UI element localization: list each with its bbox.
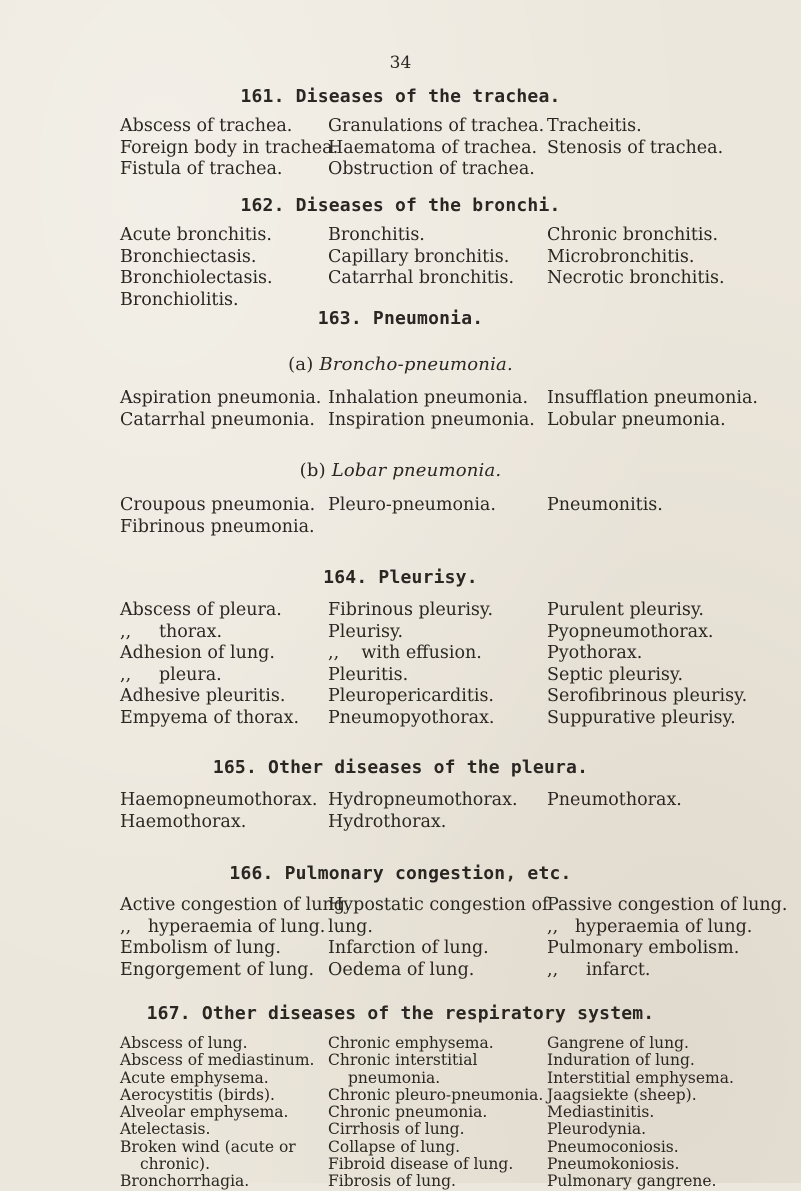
section-heading-165: 165. Other diseases of the pleura.	[212, 757, 589, 778]
list-item: Pneumonitis.	[547, 495, 663, 515]
list-item: Engorgement of lung.	[120, 959, 315, 980]
list-item: Jaagsiekte (sheep).	[547, 1085, 697, 1104]
list-item: ,, pleura.	[120, 664, 222, 685]
list-item: Fibrinous pneumonia.	[120, 516, 315, 537]
list-item: Pleuritis.	[328, 664, 409, 685]
list-item: Necrotic bronchitis.	[547, 268, 725, 288]
list-item: Suppurative pleurisy.	[547, 707, 736, 728]
list-item: Hydropneumothorax.	[328, 790, 518, 810]
list-item: Septic pleurisy.	[547, 664, 684, 685]
list-item: pneumonia.	[348, 1068, 441, 1087]
subsection-title: Broncho-pneumonia.	[319, 354, 513, 375]
list-item: Fibroid disease of lung.	[328, 1155, 514, 1174]
section-heading-164: 164. Pleurisy.	[323, 567, 478, 588]
list-item: Pyopneumothorax.	[547, 621, 714, 642]
list-item: Abscess of lung.	[120, 1034, 248, 1052]
list-item: Serofibrinous pleurisy.	[547, 686, 748, 706]
column-left-163b	[120, 495, 315, 538]
list-item: Inspiration pneumonia.	[328, 409, 535, 430]
column-middle-163b	[328, 495, 496, 517]
section-heading-167: 167. Other diseases of the respiratory system.	[146, 1003, 655, 1024]
list-item: Abscess of mediastinum.	[120, 1051, 315, 1070]
column-right-165	[547, 790, 682, 812]
list-item: Microbronchitis.	[547, 246, 695, 267]
list-item: Adhesion of lung.	[120, 643, 275, 663]
list-item: Croupous pneumonia.	[120, 495, 316, 515]
list-item: Purulent pleurisy.	[547, 600, 704, 620]
list-item: Cirrhosis of lung.	[328, 1120, 465, 1139]
list-item: Haemopneumothorax.	[120, 790, 318, 810]
list-item: Empyema of thorax.	[120, 707, 300, 728]
list-item: Chronic bronchitis.	[547, 225, 719, 245]
list-item: ,, hyperaemia of lung.	[547, 916, 753, 937]
list-item: Atelectasis.	[120, 1120, 211, 1139]
list-item: Hypostatic congestion of	[328, 895, 549, 915]
list-item: Pleurisy.	[328, 621, 404, 642]
subsection-heading-broncho-pneumonia	[0, 354, 801, 375]
list-item: Pulmonary embolism.	[547, 938, 740, 958]
column-middle-162	[328, 225, 514, 290]
column-left-162	[120, 225, 273, 311]
list-item: Acute bronchitis.	[120, 225, 272, 245]
section-heading-162: 162. Diseases of the bronchi.	[240, 195, 561, 216]
list-item: Pyothorax.	[547, 643, 643, 663]
list-item: Catarrhal pneumonia.	[120, 409, 315, 430]
column-right-166	[547, 895, 787, 981]
subsection-label: (b)	[299, 460, 326, 481]
subsection-label: (a)	[288, 354, 314, 375]
list-item: Pleurodynia.	[547, 1120, 647, 1139]
list-item: Bronchorrhagia.	[120, 1172, 250, 1191]
list-item: Chronic pneumonia.	[328, 1103, 488, 1122]
column-right-163a	[547, 388, 758, 431]
column-right-161	[547, 116, 723, 159]
list-item: Aspiration pneumonia.	[120, 388, 322, 408]
column-left-165	[120, 790, 317, 833]
column-middle-163a	[328, 388, 535, 431]
list-item: Collapse of lung.	[328, 1137, 461, 1156]
list-item: Chronic emphysema.	[328, 1034, 494, 1052]
list-item: Bronchitis.	[328, 225, 425, 245]
list-item: Stenosis of trachea.	[547, 137, 724, 158]
section-heading-161: 161. Diseases of the trachea.	[240, 86, 561, 107]
list-item: Infarction of lung.	[328, 938, 489, 958]
list-item: Fibrosis of lung.	[328, 1172, 456, 1191]
list-item: Granulations of trachea.	[328, 116, 545, 136]
list-item: Inhalation pneumonia.	[328, 388, 529, 408]
list-item: Obstruction of trachea.	[328, 159, 535, 179]
list-item: Pneumopyothorax.	[328, 707, 495, 728]
column-left-167	[120, 1035, 314, 1191]
list-item: Catarrhal bronchitis.	[328, 268, 515, 288]
list-item: Pneumokoniosis.	[547, 1155, 680, 1174]
list-item: Insufflation pneumonia.	[547, 388, 758, 408]
list-item: Mediastinitis.	[547, 1103, 655, 1122]
column-left-163a	[120, 388, 321, 431]
section-heading-163: 163. Pneumonia.	[317, 308, 484, 329]
list-item: Oedema of lung.	[328, 959, 475, 980]
subsection-heading-lobar-pneumonia	[0, 460, 801, 481]
list-item: ,, hyperaemia of lung.	[120, 916, 326, 937]
column-left-164	[120, 600, 299, 729]
list-item: Pulmonary gangrene.	[547, 1172, 717, 1191]
list-item: Foreign body in trachea.	[120, 137, 339, 158]
list-item: chronic).	[140, 1155, 210, 1174]
column-right-163b	[547, 495, 663, 517]
column-right-167	[547, 1035, 734, 1191]
column-middle-161	[328, 116, 544, 181]
column-left-161	[120, 116, 338, 181]
list-item: Abscess of trachea.	[120, 116, 293, 136]
column-middle-166	[328, 895, 549, 981]
list-item: Embolism of lung.	[120, 938, 281, 958]
list-item: Bronchiolitis.	[120, 289, 239, 310]
list-item: Haemothorax.	[120, 811, 247, 832]
list-item: Pleuropericarditis.	[328, 686, 494, 706]
list-item: Pneumoconiosis.	[547, 1137, 679, 1156]
list-item: Alveolar emphysema.	[120, 1103, 289, 1122]
list-item: ,, with effusion.	[328, 643, 482, 663]
column-left-166	[120, 895, 351, 981]
list-item: Active congestion of lung.	[120, 895, 351, 915]
column-middle-165	[328, 790, 518, 833]
list-item: ,, thorax.	[120, 621, 223, 642]
section-heading-166: 166. Pulmonary congestion, etc.	[229, 863, 572, 884]
list-item: Bronchiolectasis.	[120, 268, 273, 288]
list-item: Bronchiectasis.	[120, 246, 257, 267]
list-item: Pleuro-pneumonia.	[328, 495, 496, 515]
list-item: Chronic interstitial	[328, 1051, 478, 1070]
list-item: Passive congestion of lung.	[547, 895, 788, 915]
list-item: Lobular pneumonia.	[547, 409, 726, 430]
list-item: Chronic pleuro-pneumonia.	[328, 1085, 544, 1104]
list-item: Acute emphysema.	[120, 1068, 269, 1087]
list-item: Haematoma of trachea.	[328, 137, 538, 158]
list-item: Interstitial emphysema.	[547, 1068, 734, 1087]
column-middle-167	[328, 1035, 543, 1191]
list-item: Adhesive pleuritis.	[120, 686, 286, 706]
column-right-162	[547, 225, 725, 290]
list-item: Fibrinous pleurisy.	[328, 600, 494, 620]
list-item: Hydrothorax.	[328, 811, 447, 832]
list-item: Broken wind (acute or	[120, 1137, 296, 1156]
list-item: Capillary bronchitis.	[328, 246, 510, 267]
list-item: Tracheitis.	[547, 116, 642, 136]
list-item: lung.	[328, 916, 373, 937]
list-item: ,, infarct.	[547, 959, 651, 980]
list-item: Gangrene of lung.	[547, 1034, 689, 1052]
list-item: Aerocystitis (birds).	[120, 1085, 275, 1104]
list-item: Fistula of trachea.	[120, 159, 283, 179]
list-item: Pneumothorax.	[547, 790, 682, 810]
column-right-164	[547, 600, 747, 729]
list-item: Abscess of pleura.	[120, 600, 282, 620]
column-middle-164	[328, 600, 495, 729]
list-item: Induration of lung.	[547, 1051, 695, 1070]
page-number: 34	[389, 53, 412, 73]
subsection-title: Lobar pneumonia.	[331, 460, 502, 481]
